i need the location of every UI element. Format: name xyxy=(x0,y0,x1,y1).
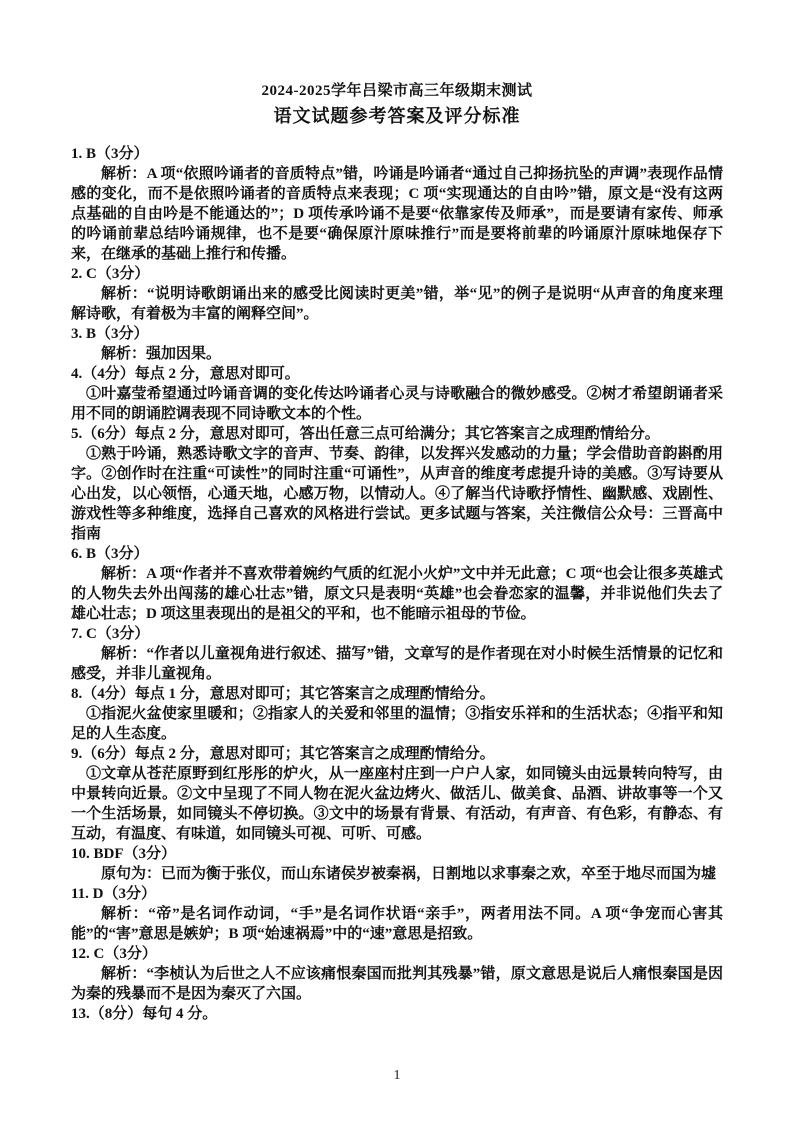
answer-item-head: 5.（6分）每点 2 分，意思对即可，答出任意三点可给满分；其它答案言之成理酌情给分。 xyxy=(71,426,660,442)
doc-title-line2: 语文试题参考答案及评分标准 xyxy=(273,106,521,126)
answer-item-paragraph: 解析：“帝”是名词作动词，“手”是名词作状语“亲手”，两者用法不同。A 项“争宠而心害其能”的“害”意思是嫉妒；B 项“始速祸焉”中的“速”意思是招致。 xyxy=(71,906,723,942)
answer-item-paragraph: 解析：A 项“依照吟诵者的音质特点”错，吟诵是吟诵者“通过自己抑扬抗坠的声调”表现作品情感的变化，而不是依照吟诵者的音质特点来表现；C 项“实现通达的自由吟”错，原文是“没有这两点基础的自由吟是不能通达的”；D 项传承吟诵不是要“依靠家传及师承”，而是要请有家传、师承的吟诵前辈总结吟诵规律，也不是要“确保原汁原味推行”而是要将前辈的吟诵原汁原味地保存下来，在继承的基础上推行和传播。 xyxy=(71,166,723,262)
answer-item-head: 10. BDF（3分） xyxy=(71,846,177,862)
answer-item-paragraph: 解析：“作者以儿童视角进行叙述、描写”错，文章写的是作者现在对小时候生活情景的记忆和感受，并非儿童视角。 xyxy=(71,646,723,682)
answers-content xyxy=(71,144,723,1024)
answer-item-head: 2. C（3分） xyxy=(71,266,150,282)
answer-item-head: 3. B（3分） xyxy=(71,326,149,342)
answer-item-paragraph: 解析：“李桢认为后世之人不应该痛恨秦国而批判其残暴”错，原文意思是说后人痛恨秦国是因为秦的残暴而不是因为秦灭了六国。 xyxy=(71,966,723,1002)
answer-item-head: 8.（4分）每点 1 分，意思对即可；其它答案言之成理酌情给分。 xyxy=(71,686,495,702)
answer-item-paragraph: 解析：A 项“作者并不喜欢带着婉约气质的红泥小火炉”文中并无此意；C 项“也会让很多英雄式的人物失去外出闯荡的雄心壮志”错，原文只是表明“英雄”也会眷恋家的温馨，并非说他们失去了雄心壮志；D 项这里表现出的是祖父的平和，也不能暗示祖母的节俭。 xyxy=(71,566,723,622)
answer-item-paragraph: ①叶嘉莹希望通过吟诵音调的变化传达吟诵者心灵与诗歌融合的微妙感受。②树才希望朗诵者采用不同的朗诵腔调表现不同诗歌文本的个性。 xyxy=(71,386,723,422)
answer-item-head: 9.（6分）每点 2 分，意思对即可；其它答案言之成理酌情给分。 xyxy=(71,746,495,762)
answer-item-head: 7. C（3分） xyxy=(71,626,150,642)
answer-item-head: 12. C（3分） xyxy=(71,946,157,962)
answer-item-paragraph: ①文章从苍茫原野到红彤彤的炉火，从一座座村庄到一户户人家，如同镜头由远景转向特写，由中景转向近景。②文中呈现了不同人物在泥火盆边烤火、做活儿、做美食、品酒、讲故事等一个又一个生活场景，如同镜头不停切换。③文中的场景有背景、有活动，有声音、有色彩，有静态、有互动，有温度、有味道，如同镜头可视、可听、可感。 xyxy=(71,766,723,842)
answer-item-paragraph: 解析：强加因果。 xyxy=(101,346,222,362)
answer-item-head: 1. B（3分） xyxy=(71,146,149,162)
answer-item-head: 11. D（3分） xyxy=(71,886,157,902)
page-number: 1 xyxy=(393,1068,401,1083)
answer-item-paragraph: 解析：“说明诗歌朗诵出来的感受比阅读时更美”错，举“见”的例子是说明“从声音的角度来理解诗歌，有着极为丰富的阐释空间”。 xyxy=(71,286,723,322)
answer-item-head: 13.（8分）每句 4 分。 xyxy=(71,1006,218,1022)
answer-item-head: 6. B（3分） xyxy=(71,546,149,562)
doc-title-line1: 2024-2025学年吕梁市高三年级期末测试 xyxy=(261,83,533,99)
answer-item-paragraph: ①熟于吟诵，熟悉诗歌文字的音声、节奏、韵律，以发挥兴发感动的力量；学会借助音韵斟酌用字。②创作时在注重“可读性”的同时注重“可诵性”，从声音的维度考虑提升诗的美感。③写诗要从心出发，以心领悟，心通天地，心感万物，以情动人。④了解当代诗歌抒情性、幽默感、戏剧性、游戏性等多种维度，选择自己喜欢的风格进行尝试。更多试题与答案，关注微信公众号：三晋高中指南 xyxy=(71,446,723,542)
answer-item-head: 4.（4分）每点 2 分，意思对即可。 xyxy=(71,366,300,382)
answer-item-paragraph: 原句为：已而为衡于张仪，而山东诸侯岁被秦祸，日割地以求事秦之欢，卒至于地尽而国为墟 xyxy=(101,866,717,882)
answer-item-paragraph: ①指泥火盆使家里暖和；②指家人的关爱和邻里的温情；③指安乐祥和的生活状态；④指平和知足的人生态度。 xyxy=(71,706,723,742)
